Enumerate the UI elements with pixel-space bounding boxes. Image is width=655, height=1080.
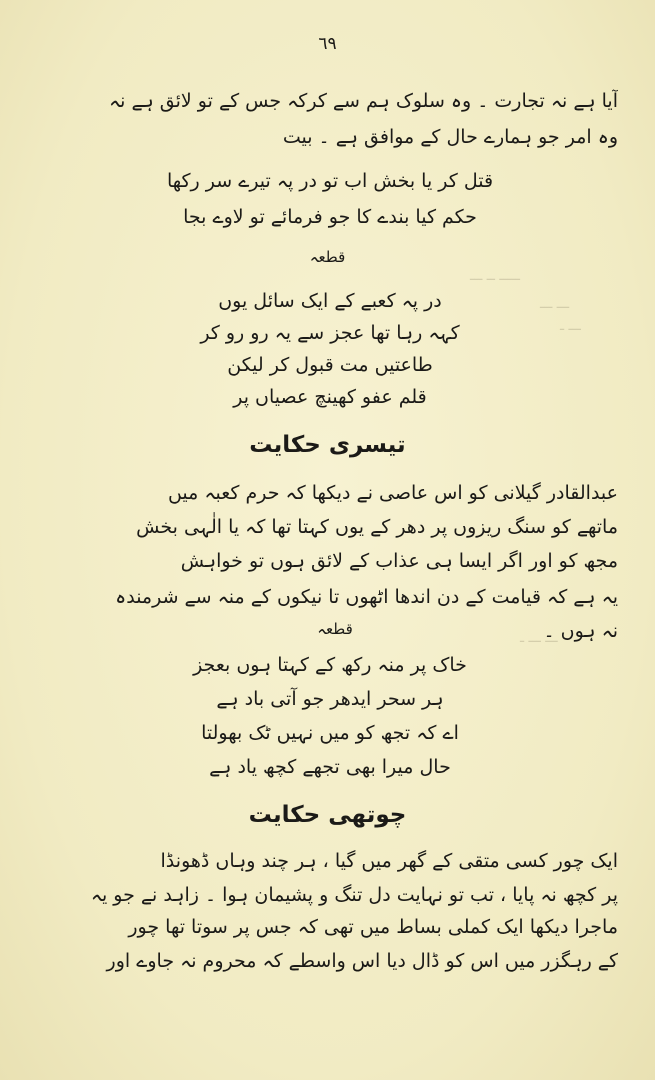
prose-line: ایک چور کسی متقی کے گھر میں گیا ، ہر چند وہاں ڈھونڈا — [160, 850, 618, 872]
section-heading: چوتھی حکایت — [248, 802, 407, 828]
qita-line: در پہ کعبے کے ایک سائل یوں — [218, 290, 442, 312]
bleed-through-mark: ـــــ ــ ـــ — [470, 268, 520, 284]
page-number: ٦٩ — [318, 34, 337, 54]
bleed-through-mark: ـــ ـــ ـ — [520, 630, 558, 646]
qita-line: کہہ رہا تھا عجز سے یہ رو رو کر — [200, 322, 460, 344]
section-heading: تیسری حکایت — [249, 432, 406, 458]
qita-line: حال میرا بھی تجھے کچھ یاد ہے — [209, 756, 451, 778]
prose-line: عبدالقادر گیلانی کو اس عاصی نے دیکھا کہ حرم کعبہ میں — [167, 482, 618, 504]
qita-line: طاعتیں مت قبول کر لیکن — [227, 354, 433, 376]
prose-line: نہ ہوں ۔ — [543, 620, 618, 642]
prose-line: ماجرا دیکھا ایک کملی بساط میں تھی کہ جس پر سوتا تھا چور — [128, 916, 618, 938]
prose-line: پر کچھ نہ پایا ، تب تو نہایت دل تنگ و پشیمان ہوا ۔ زاہد نے جو یہ — [90, 884, 618, 906]
prose-line: یہ ہے کہ قیامت کے دن اندھا اٹھوں تا نیکوں کے منہ سے شرمندہ — [115, 586, 618, 608]
prose-line: ماتھے کو سنگ ریزوں پر دھر کے یوں کہتا تھا کہ یا الٰہی بخش — [136, 516, 618, 538]
qita-line: ہر سحر ایدھر جو آتی باد ہے — [216, 688, 444, 710]
bleed-through-mark: ـــ ـ — [560, 318, 581, 334]
bleed-through-mark: ـــ ـــ — [540, 296, 570, 312]
qita-label: قطعہ — [317, 620, 353, 638]
prose-line: آیا ہے نہ تجارت ۔ وہ سلوک ہم سے کرکہ جس کے تو لائق ہے نہ — [109, 90, 618, 112]
prose-line: مجھ کو اور اگر ایسا ہی عذاب کے لائق ہوں تو خواہش — [180, 550, 618, 572]
verse-line: قتل کر یا بخش اب تو در پہ تیرے سر رکھا — [166, 170, 494, 192]
qita-line: اے کہ تجھ کو میں نہیں ٹک بھولتا — [201, 722, 459, 744]
qita-line: قلم عفو کھینچ عصیاں پر — [233, 386, 427, 408]
verse-line: حکم کیا بندے کا جو فرمائے تو لاوے بجا — [183, 206, 477, 228]
prose-line: وہ امر جو ہمارے حال کے موافق ہے ۔ بیت — [282, 126, 618, 148]
qita-line: خاک پر منہ رکھ کے کہتا ہوں بعجز — [193, 654, 467, 676]
prose-line: کے رہگزر میں اس کو ڈال دیا اس واسطے کہ محروم نہ جاوے اور — [106, 950, 618, 972]
qita-label: قطعہ — [309, 248, 346, 266]
